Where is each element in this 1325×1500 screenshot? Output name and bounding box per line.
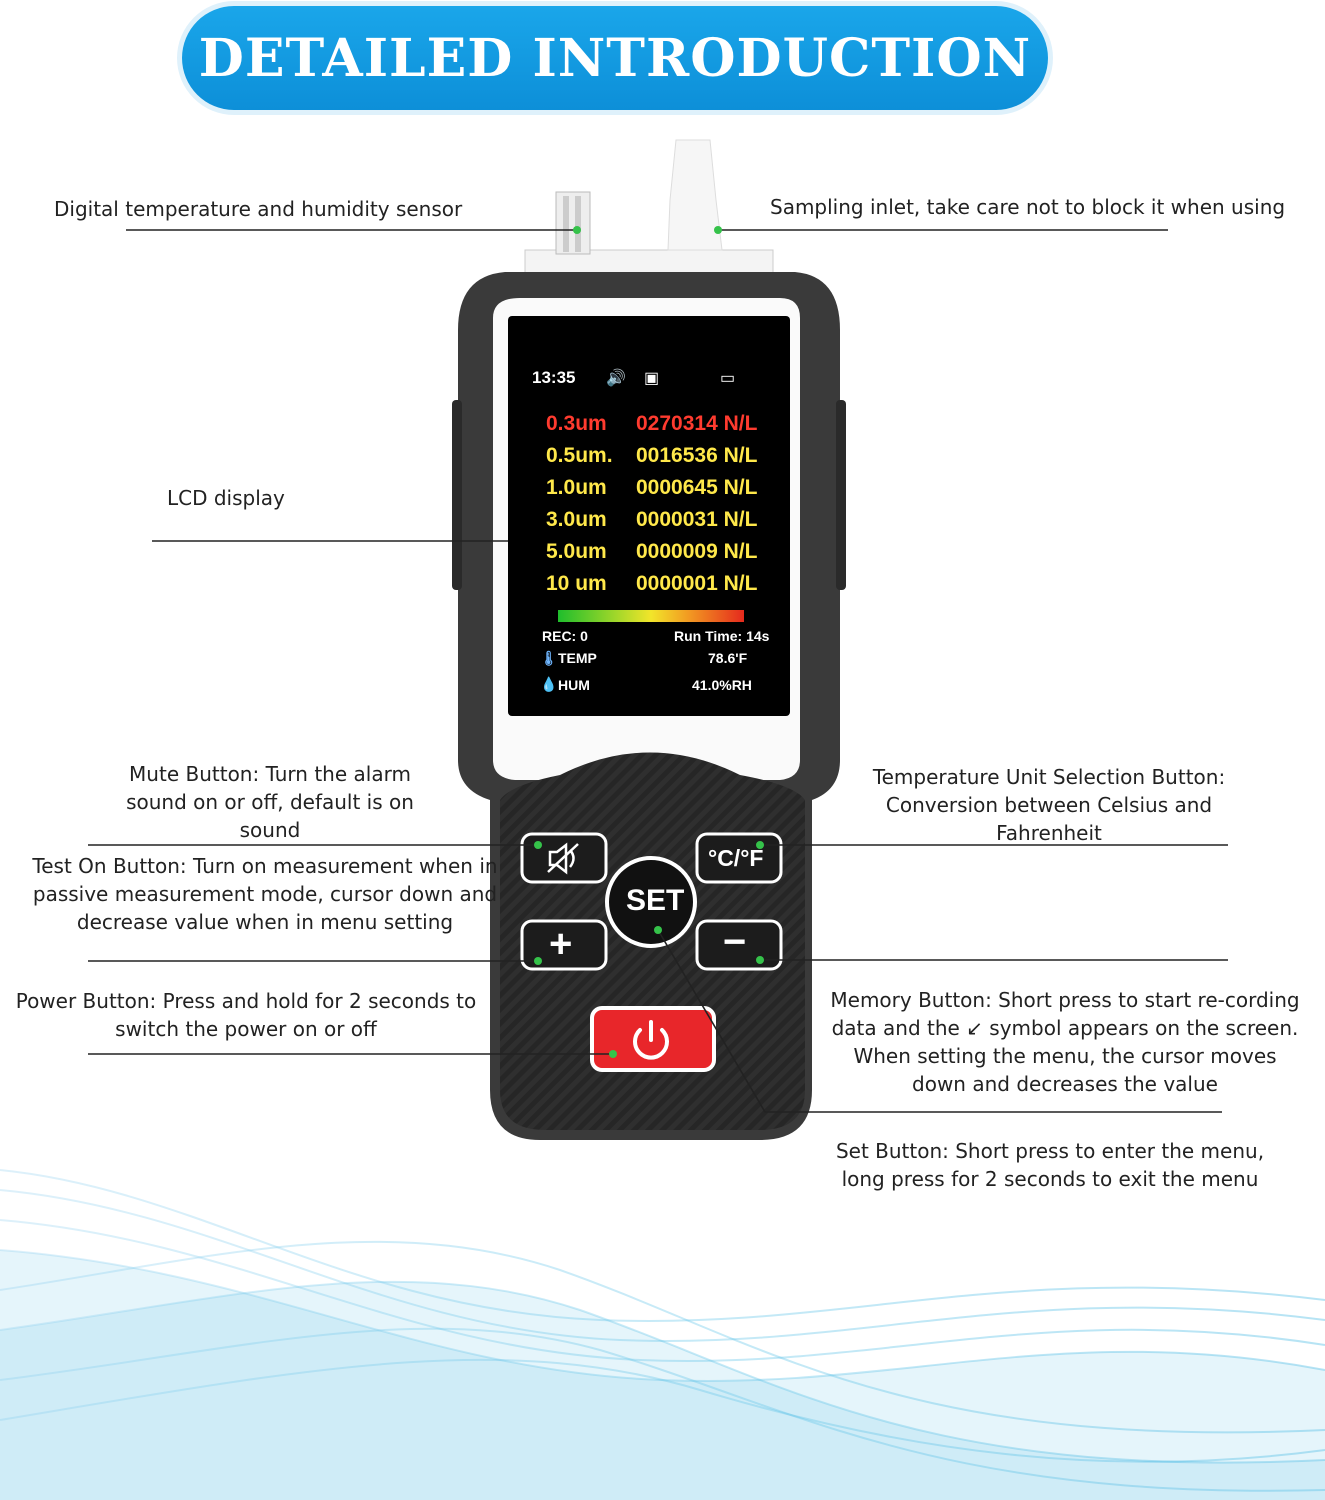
callout-set-button: Set Button: Short press to enter the menu, long press for 2 seconds to exit the menu [835,1139,1265,1191]
temp-label: TEMP [558,650,597,666]
particle-count: 0016536 N/L [636,444,758,467]
particle-count: 0270314 N/L [636,412,758,435]
plus-button[interactable]: + [549,922,573,966]
air-quality-color-bar [558,610,744,622]
thermometer-icon: 🌡 [540,650,558,666]
particle-size: 1.0um [546,476,607,499]
particle-size: 10 um [546,572,607,595]
screen-clock: 13:35 [532,368,576,387]
particle-count: 0000031 N/L [636,508,758,531]
banner-title: DETAILED INTRODUCTION [198,27,1032,89]
set-button[interactable]: SET [626,884,685,917]
particle-size: 0.3um [546,412,607,435]
particle-size: 5.0um [546,540,607,563]
particle-size: 3.0um [546,508,607,531]
temp-unit-button[interactable]: °C/°F [708,845,764,871]
speaker-icon: 🔊 [606,370,626,387]
callout-test-on-button: Test On Button: Turn on measurement when in passive measurement mode, cursor down and decrease value when in menu setting [32,854,498,934]
callout-memory-button: Memory Button: Short press to start re-cording data and the ↙ symbol appears on the screen. When setting the menu, the cursor moves down and decreases the value [830,988,1300,1096]
particle-size: 0.5um. [546,444,613,467]
battery-icon: ▭ [720,370,736,387]
temp-value: 78.6'F [708,650,748,666]
mute-button[interactable] [522,834,606,882]
particle-count: 0000009 N/L [636,540,758,563]
callout-lcd-display: LCD display [167,486,285,510]
record-icon: ▣ [644,370,660,387]
lcd-screen [508,316,790,716]
callout-mute-button: Mute Button: Turn the alarm sound on or off, default is on sound [126,762,414,842]
minus-button[interactable]: − [723,920,747,964]
callout-sampling-inlet: Sampling inlet, take care not to block it when using [770,195,1286,219]
hum-label: HUM [558,677,590,693]
power-button[interactable] [592,1008,714,1070]
callout-temp-unit-button: Temperature Unit Selection Button: Conversion between Celsius and Fahrenheit [872,765,1226,845]
record-count: REC: 0 [542,628,588,644]
hum-value: 41.0%RH [692,677,752,693]
callout-temp-humidity-sensor: Digital temperature and humidity sensor [54,197,463,221]
run-time: Run Time: 14s [674,628,770,644]
particle-count: 0000645 N/L [636,476,758,499]
droplet-icon: 💧 [540,676,558,692]
particle-count: 0000001 N/L [636,572,758,595]
callout-power-button: Power Button: Press and hold for 2 seconds to switch the power on or off [15,989,477,1041]
